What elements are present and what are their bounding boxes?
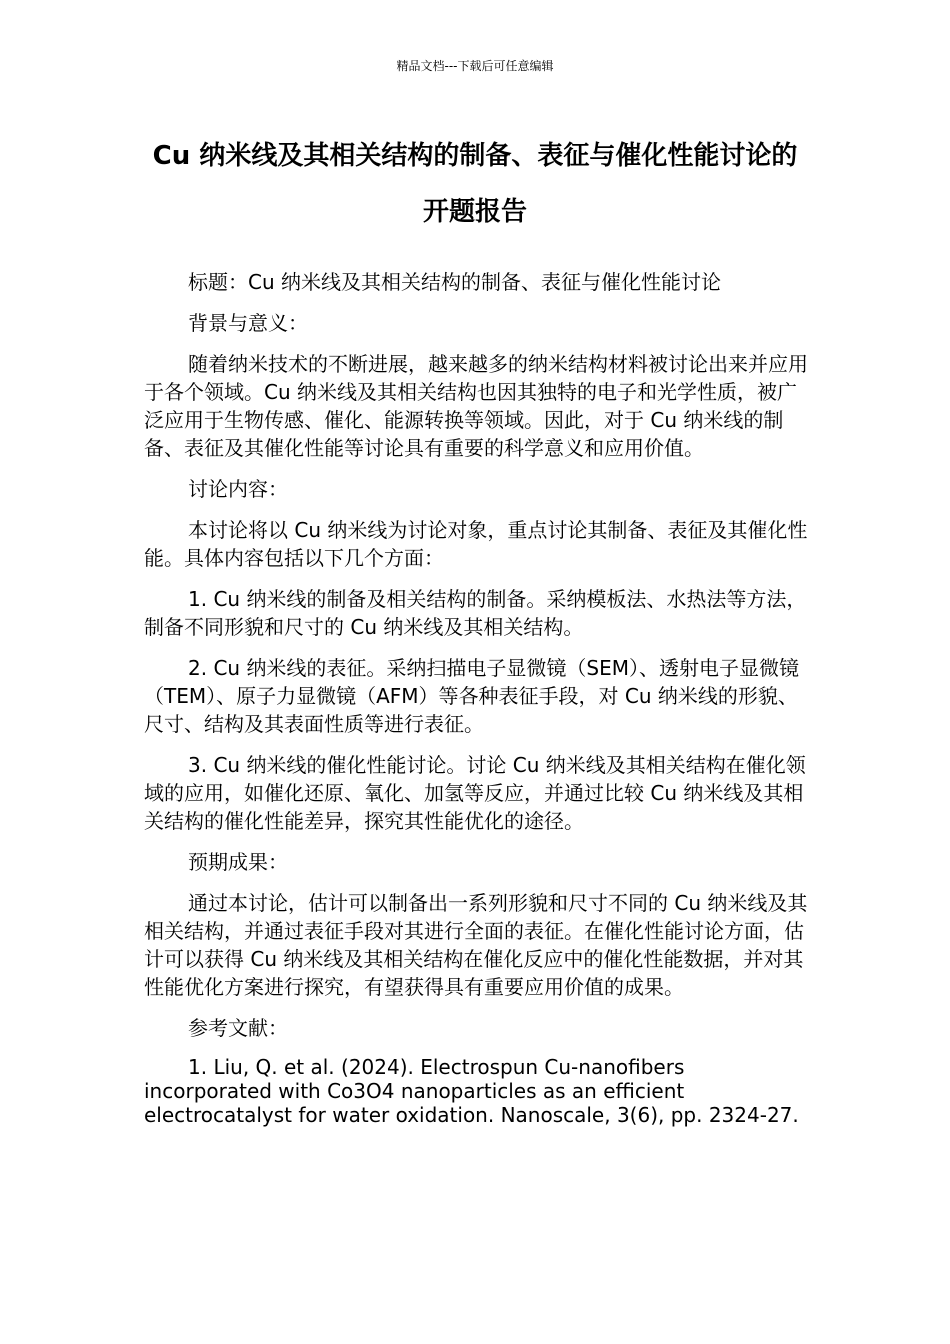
content-heading: 讨论内容： <box>188 477 288 501</box>
header-note: 精品文档---下载后可任意编辑 <box>396 59 554 73</box>
results-heading: 预期成果： <box>188 850 288 874</box>
content-item-3: 3. Cu 纳米线的催化性能讨论。讨论 Cu 纳米线及其相关结构在催化领域的应用，如催化还原、氧化、加氢等反应，并通过比较 Cu 纳米线及其相关结构的催化性能差异，探究其性能优化的途径。 <box>144 753 806 833</box>
subject-line: 标题：Cu 纳米线及其相关结构的制备、表征与催化性能讨论 <box>188 270 721 294</box>
content-item-1: 1. Cu 纳米线的制备及相关结构的制备。采纳模板法、水热法等方法，制备不同形貌和尺寸的 Cu 纳米线及其相关结构。 <box>144 587 807 639</box>
content-intro-paragraph: 本讨论将以 Cu 纳米线为讨论对象，重点讨论其制备、表征及其催化性能。具体内容包括以下几个方面： <box>144 518 808 570</box>
content-item-2: 2. Cu 纳米线的表征。采纳扫描电子显微镜（SEM）、透射电子显微镜（TEM）、原子力显微镜（AFM）等各种表征手段，对 Cu 纳米线的形貌、尺寸、结构及其表面性质等进行表征。 <box>144 656 800 736</box>
reference-1: 1. Liu, Q. et al. (2024). Electrospun Cu-nanofibers incorporated with Co3O4 nanoparticles as an efficient electrocatalyst for water oxidation. Nanoscale, 3(6), pp. 2324-27. <box>144 1055 799 1127</box>
background-paragraph: 随着纳米技术的不断进展，越来越多的纳米结构材料被讨论出来并应用于各个领域。Cu 纳米线及其相关结构也因其独特的电子和光学性质，被广泛应用于生物传感、催化、能源转换等领域。因此，对于 Cu 纳米线的制备、表征及其催化性能等讨论具有重要的科学意义和应用价值。 <box>144 352 808 460</box>
document-body <box>144 268 812 1140</box>
results-paragraph: 通过本讨论，估计可以制备出一系列形貌和尺寸不同的 Cu 纳米线及其相关结构，并通过表征手段对其进行全面的表征。在催化性能讨论方面，估计可以获得 Cu 纳米线及其相关结构在催化反应中的催化性能数据，并对其性能优化方案进行探究，有望获得具有重要应用价值的成果。 <box>144 891 808 999</box>
document-title: Cu 纳米线及其相关结构的制备、表征与催化性能讨论的开题报告 <box>152 141 798 227</box>
references-heading: 参考文献： <box>188 1016 288 1040</box>
background-heading: 背景与意义： <box>188 311 308 335</box>
